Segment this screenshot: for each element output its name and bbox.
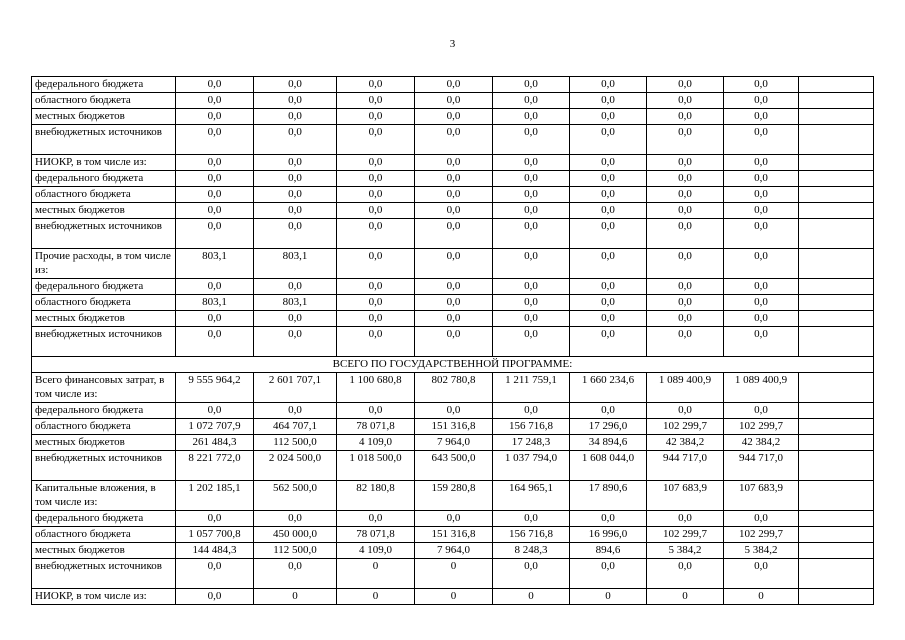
- value-cell: 0,0: [724, 171, 799, 187]
- table-row: [32, 187, 874, 203]
- table-row: [32, 527, 874, 543]
- value-cell: 42 384,2: [724, 435, 799, 451]
- value-cell: 102 299,7: [647, 419, 724, 435]
- value-cell: 0,0: [647, 327, 724, 357]
- value-cell: 5 384,2: [724, 543, 799, 559]
- value-cell: 0,0: [724, 125, 799, 155]
- value-cell: 0,0: [570, 295, 647, 311]
- empty-cell: [799, 311, 874, 327]
- table-row: [32, 219, 874, 249]
- table-row: [32, 311, 874, 327]
- value-cell: 0,0: [176, 203, 254, 219]
- value-cell: 0,0: [337, 187, 415, 203]
- value-cell: 0: [337, 559, 415, 589]
- row-label: федерального бюджета: [32, 511, 176, 527]
- table-row: [32, 203, 874, 219]
- table-row: [32, 93, 874, 109]
- value-cell: 0,0: [570, 77, 647, 93]
- value-cell: 0,0: [647, 249, 724, 279]
- value-cell: 0,0: [724, 93, 799, 109]
- value-cell: 0,0: [337, 93, 415, 109]
- row-label: федерального бюджета: [32, 77, 176, 93]
- value-cell: 9 555 964,2: [176, 373, 254, 403]
- table-row: [32, 249, 874, 279]
- value-cell: 107 683,9: [724, 481, 799, 511]
- empty-cell: [799, 511, 874, 527]
- value-cell: 0,0: [570, 155, 647, 171]
- page-number: 3: [449, 38, 456, 50]
- value-cell: 0,0: [724, 279, 799, 295]
- value-cell: 0,0: [337, 311, 415, 327]
- value-cell: 0,0: [570, 109, 647, 125]
- table-body-after: [32, 373, 874, 605]
- section-title: ВСЕГО ПО ГОСУДАРСТВЕННОЙ ПРОГРАММЕ:: [32, 357, 874, 373]
- value-cell: 1 211 759,1: [493, 373, 570, 403]
- row-label: внебюджетных источников: [32, 559, 176, 589]
- value-cell: 0,0: [724, 511, 799, 527]
- budget-table: [31, 76, 874, 605]
- value-cell: 0,0: [254, 187, 337, 203]
- value-cell: 1 037 794,0: [493, 451, 570, 481]
- value-cell: 4 109,0: [337, 543, 415, 559]
- table-row: [32, 435, 874, 451]
- value-cell: 0,0: [337, 295, 415, 311]
- value-cell: 0,0: [493, 77, 570, 93]
- value-cell: 1 072 707,9: [176, 419, 254, 435]
- empty-cell: [799, 295, 874, 311]
- value-cell: 0,0: [415, 327, 493, 357]
- value-cell: 8 248,3: [493, 543, 570, 559]
- value-cell: 0,0: [176, 187, 254, 203]
- value-cell: 0,0: [724, 295, 799, 311]
- empty-cell: [799, 559, 874, 589]
- value-cell: 0,0: [337, 327, 415, 357]
- value-cell: 0: [724, 589, 799, 605]
- value-cell: 7 964,0: [415, 543, 493, 559]
- value-cell: 78 071,8: [337, 419, 415, 435]
- value-cell: 0,0: [337, 155, 415, 171]
- value-cell: 0,0: [176, 171, 254, 187]
- value-cell: 0,0: [647, 155, 724, 171]
- value-cell: 803,1: [176, 249, 254, 279]
- value-cell: 0,0: [176, 403, 254, 419]
- row-label: НИОКР, в том числе из:: [32, 155, 176, 171]
- value-cell: 0,0: [176, 327, 254, 357]
- value-cell: 0,0: [570, 403, 647, 419]
- value-cell: 0,0: [647, 219, 724, 249]
- empty-cell: [799, 451, 874, 481]
- value-cell: 0,0: [254, 77, 337, 93]
- value-cell: 151 316,8: [415, 527, 493, 543]
- table-row: [32, 373, 874, 403]
- value-cell: 0,0: [570, 249, 647, 279]
- value-cell: 0,0: [724, 203, 799, 219]
- row-label: федерального бюджета: [32, 171, 176, 187]
- value-cell: 0: [647, 589, 724, 605]
- value-cell: 944 717,0: [647, 451, 724, 481]
- value-cell: 1 018 500,0: [337, 451, 415, 481]
- row-label: внебюджетных источников: [32, 219, 176, 249]
- value-cell: 16 996,0: [570, 527, 647, 543]
- value-cell: 0,0: [254, 311, 337, 327]
- value-cell: 0,0: [647, 311, 724, 327]
- value-cell: 1 089 400,9: [647, 373, 724, 403]
- row-label: Капитальные вложения, в том числе из:: [32, 481, 176, 511]
- value-cell: 802 780,8: [415, 373, 493, 403]
- value-cell: 0,0: [337, 203, 415, 219]
- value-cell: 0,0: [647, 187, 724, 203]
- row-label: областного бюджета: [32, 295, 176, 311]
- value-cell: 0,0: [254, 155, 337, 171]
- value-cell: 0,0: [647, 77, 724, 93]
- value-cell: 78 071,8: [337, 527, 415, 543]
- value-cell: 0,0: [570, 203, 647, 219]
- section-header-row: [32, 357, 874, 373]
- value-cell: 112 500,0: [254, 435, 337, 451]
- value-cell: 5 384,2: [647, 543, 724, 559]
- empty-cell: [799, 279, 874, 295]
- value-cell: 0,0: [647, 279, 724, 295]
- value-cell: 0,0: [415, 187, 493, 203]
- value-cell: 0,0: [176, 279, 254, 295]
- value-cell: 0,0: [647, 125, 724, 155]
- value-cell: 1 089 400,9: [724, 373, 799, 403]
- value-cell: 107 683,9: [647, 481, 724, 511]
- value-cell: 82 180,8: [337, 481, 415, 511]
- value-cell: 0,0: [647, 171, 724, 187]
- row-label: областного бюджета: [32, 187, 176, 203]
- row-label: областного бюджета: [32, 419, 176, 435]
- value-cell: 0,0: [493, 403, 570, 419]
- value-cell: 0,0: [570, 311, 647, 327]
- table-row: [32, 279, 874, 295]
- table-row: [32, 155, 874, 171]
- value-cell: 102 299,7: [724, 527, 799, 543]
- value-cell: 0: [415, 559, 493, 589]
- value-cell: 0,0: [724, 311, 799, 327]
- table-row: [32, 125, 874, 155]
- value-cell: 34 894,6: [570, 435, 647, 451]
- value-cell: 0,0: [570, 171, 647, 187]
- value-cell: 0,0: [337, 279, 415, 295]
- table-row: [32, 481, 874, 511]
- value-cell: 0,0: [415, 171, 493, 187]
- value-cell: 0,0: [493, 327, 570, 357]
- table-row: [32, 403, 874, 419]
- value-cell: 894,6: [570, 543, 647, 559]
- empty-cell: [799, 171, 874, 187]
- value-cell: 2 024 500,0: [254, 451, 337, 481]
- value-cell: 0,0: [724, 187, 799, 203]
- value-cell: 0: [493, 589, 570, 605]
- value-cell: 0,0: [724, 109, 799, 125]
- table-row: [32, 77, 874, 93]
- value-cell: 0,0: [570, 559, 647, 589]
- value-cell: 151 316,8: [415, 419, 493, 435]
- empty-cell: [799, 219, 874, 249]
- empty-cell: [799, 481, 874, 511]
- value-cell: 0,0: [415, 403, 493, 419]
- value-cell: 156 716,8: [493, 419, 570, 435]
- value-cell: 0,0: [647, 403, 724, 419]
- value-cell: 0,0: [176, 125, 254, 155]
- table-row: [32, 109, 874, 125]
- value-cell: 0,0: [493, 93, 570, 109]
- value-cell: 0,0: [415, 219, 493, 249]
- table-row: [32, 511, 874, 527]
- value-cell: 0,0: [493, 203, 570, 219]
- table-row: [32, 543, 874, 559]
- value-cell: 0,0: [647, 559, 724, 589]
- row-label: внебюджетных источников: [32, 451, 176, 481]
- value-cell: 0,0: [337, 109, 415, 125]
- value-cell: 0,0: [337, 403, 415, 419]
- value-cell: 0,0: [176, 511, 254, 527]
- value-cell: 0,0: [493, 155, 570, 171]
- value-cell: 0,0: [493, 187, 570, 203]
- value-cell: 0,0: [647, 203, 724, 219]
- value-cell: 0,0: [493, 295, 570, 311]
- empty-cell: [799, 435, 874, 451]
- value-cell: 0,0: [493, 249, 570, 279]
- value-cell: 643 500,0: [415, 451, 493, 481]
- value-cell: 0: [254, 589, 337, 605]
- value-cell: 803,1: [254, 295, 337, 311]
- value-cell: 0,0: [337, 125, 415, 155]
- value-cell: 0: [570, 589, 647, 605]
- value-cell: 0,0: [493, 171, 570, 187]
- value-cell: 0,0: [415, 249, 493, 279]
- value-cell: 0,0: [176, 219, 254, 249]
- value-cell: 102 299,7: [647, 527, 724, 543]
- value-cell: 0,0: [493, 559, 570, 589]
- row-label: областного бюджета: [32, 93, 176, 109]
- empty-cell: [799, 403, 874, 419]
- value-cell: 0,0: [724, 559, 799, 589]
- value-cell: 0,0: [415, 295, 493, 311]
- value-cell: 0,0: [493, 125, 570, 155]
- value-cell: 0,0: [176, 311, 254, 327]
- value-cell: 0,0: [647, 109, 724, 125]
- value-cell: 0: [337, 589, 415, 605]
- value-cell: 0,0: [570, 219, 647, 249]
- value-cell: 0,0: [254, 93, 337, 109]
- value-cell: 0,0: [724, 249, 799, 279]
- value-cell: 4 109,0: [337, 435, 415, 451]
- value-cell: 0,0: [337, 219, 415, 249]
- row-label: Всего финансовых затрат, в том числе из:: [32, 373, 176, 403]
- value-cell: 0,0: [415, 311, 493, 327]
- section-header-group: [32, 357, 874, 373]
- value-cell: 0,0: [254, 125, 337, 155]
- table-row: [32, 589, 874, 605]
- row-label: местных бюджетов: [32, 543, 176, 559]
- table-row: [32, 171, 874, 187]
- value-cell: 102 299,7: [724, 419, 799, 435]
- value-cell: 464 707,1: [254, 419, 337, 435]
- value-cell: 0,0: [570, 279, 647, 295]
- value-cell: 0,0: [176, 559, 254, 589]
- table-row: [32, 559, 874, 589]
- value-cell: 42 384,2: [647, 435, 724, 451]
- value-cell: 0,0: [254, 219, 337, 249]
- value-cell: 0,0: [493, 311, 570, 327]
- value-cell: 17 248,3: [493, 435, 570, 451]
- value-cell: 144 484,3: [176, 543, 254, 559]
- row-label: федерального бюджета: [32, 279, 176, 295]
- value-cell: 0,0: [337, 171, 415, 187]
- value-cell: 7 964,0: [415, 435, 493, 451]
- value-cell: 0,0: [254, 511, 337, 527]
- value-cell: 156 716,8: [493, 527, 570, 543]
- value-cell: 17 296,0: [570, 419, 647, 435]
- value-cell: 0,0: [415, 109, 493, 125]
- value-cell: 1 100 680,8: [337, 373, 415, 403]
- value-cell: 17 890,6: [570, 481, 647, 511]
- value-cell: 0,0: [493, 109, 570, 125]
- value-cell: 0,0: [254, 559, 337, 589]
- value-cell: 0,0: [415, 279, 493, 295]
- row-label: местных бюджетов: [32, 435, 176, 451]
- value-cell: 0: [415, 589, 493, 605]
- value-cell: 2 601 707,1: [254, 373, 337, 403]
- empty-cell: [799, 373, 874, 403]
- value-cell: 0,0: [570, 125, 647, 155]
- value-cell: 0,0: [647, 93, 724, 109]
- row-label: местных бюджетов: [32, 203, 176, 219]
- empty-cell: [799, 327, 874, 357]
- row-label: областного бюджета: [32, 527, 176, 543]
- value-cell: 0,0: [176, 93, 254, 109]
- table-body-before: [32, 77, 874, 357]
- value-cell: 1 057 700,8: [176, 527, 254, 543]
- value-cell: 0,0: [724, 77, 799, 93]
- value-cell: 0,0: [176, 109, 254, 125]
- value-cell: 0,0: [493, 279, 570, 295]
- value-cell: 803,1: [254, 249, 337, 279]
- value-cell: 112 500,0: [254, 543, 337, 559]
- table-row: [32, 295, 874, 311]
- table-row: [32, 451, 874, 481]
- value-cell: 450 000,0: [254, 527, 337, 543]
- value-cell: 0,0: [337, 77, 415, 93]
- value-cell: 0,0: [724, 219, 799, 249]
- empty-cell: [799, 249, 874, 279]
- value-cell: 0,0: [254, 171, 337, 187]
- value-cell: 944 717,0: [724, 451, 799, 481]
- value-cell: 8 221 772,0: [176, 451, 254, 481]
- value-cell: 0,0: [724, 403, 799, 419]
- table-row: [32, 327, 874, 357]
- value-cell: 0,0: [254, 109, 337, 125]
- row-label: местных бюджетов: [32, 311, 176, 327]
- table-row: [32, 419, 874, 435]
- value-cell: 562 500,0: [254, 481, 337, 511]
- value-cell: 159 280,8: [415, 481, 493, 511]
- empty-cell: [799, 125, 874, 155]
- value-cell: 0,0: [176, 155, 254, 171]
- value-cell: 0,0: [570, 187, 647, 203]
- value-cell: 0,0: [493, 511, 570, 527]
- value-cell: 0,0: [254, 403, 337, 419]
- value-cell: 0,0: [570, 327, 647, 357]
- row-label: внебюджетных источников: [32, 125, 176, 155]
- value-cell: 0,0: [415, 77, 493, 93]
- row-label: федерального бюджета: [32, 403, 176, 419]
- empty-cell: [799, 155, 874, 171]
- value-cell: 0,0: [647, 511, 724, 527]
- value-cell: 0,0: [415, 93, 493, 109]
- row-label: местных бюджетов: [32, 109, 176, 125]
- value-cell: 164 965,1: [493, 481, 570, 511]
- value-cell: 0,0: [570, 511, 647, 527]
- empty-cell: [799, 109, 874, 125]
- value-cell: 1 202 185,1: [176, 481, 254, 511]
- empty-cell: [799, 543, 874, 559]
- value-cell: 0,0: [724, 327, 799, 357]
- value-cell: 0,0: [415, 511, 493, 527]
- value-cell: 261 484,3: [176, 435, 254, 451]
- value-cell: 803,1: [176, 295, 254, 311]
- empty-cell: [799, 203, 874, 219]
- empty-cell: [799, 527, 874, 543]
- row-label: НИОКР, в том числе из:: [32, 589, 176, 605]
- value-cell: 0,0: [493, 219, 570, 249]
- empty-cell: [799, 187, 874, 203]
- value-cell: 0,0: [724, 155, 799, 171]
- value-cell: 0,0: [176, 589, 254, 605]
- row-label: Прочие расходы, в том числе из:: [32, 249, 176, 279]
- value-cell: 0,0: [254, 327, 337, 357]
- value-cell: 0,0: [176, 77, 254, 93]
- value-cell: 0,0: [647, 295, 724, 311]
- empty-cell: [799, 77, 874, 93]
- empty-cell: [799, 589, 874, 605]
- value-cell: 0,0: [254, 279, 337, 295]
- value-cell: 0,0: [254, 203, 337, 219]
- empty-cell: [799, 419, 874, 435]
- empty-cell: [799, 93, 874, 109]
- value-cell: 0,0: [415, 125, 493, 155]
- value-cell: 0,0: [415, 203, 493, 219]
- value-cell: 0,0: [337, 249, 415, 279]
- value-cell: 0,0: [337, 511, 415, 527]
- value-cell: 1 608 044,0: [570, 451, 647, 481]
- value-cell: 1 660 234,6: [570, 373, 647, 403]
- value-cell: 0,0: [570, 93, 647, 109]
- row-label: внебюджетных источников: [32, 327, 176, 357]
- value-cell: 0,0: [415, 155, 493, 171]
